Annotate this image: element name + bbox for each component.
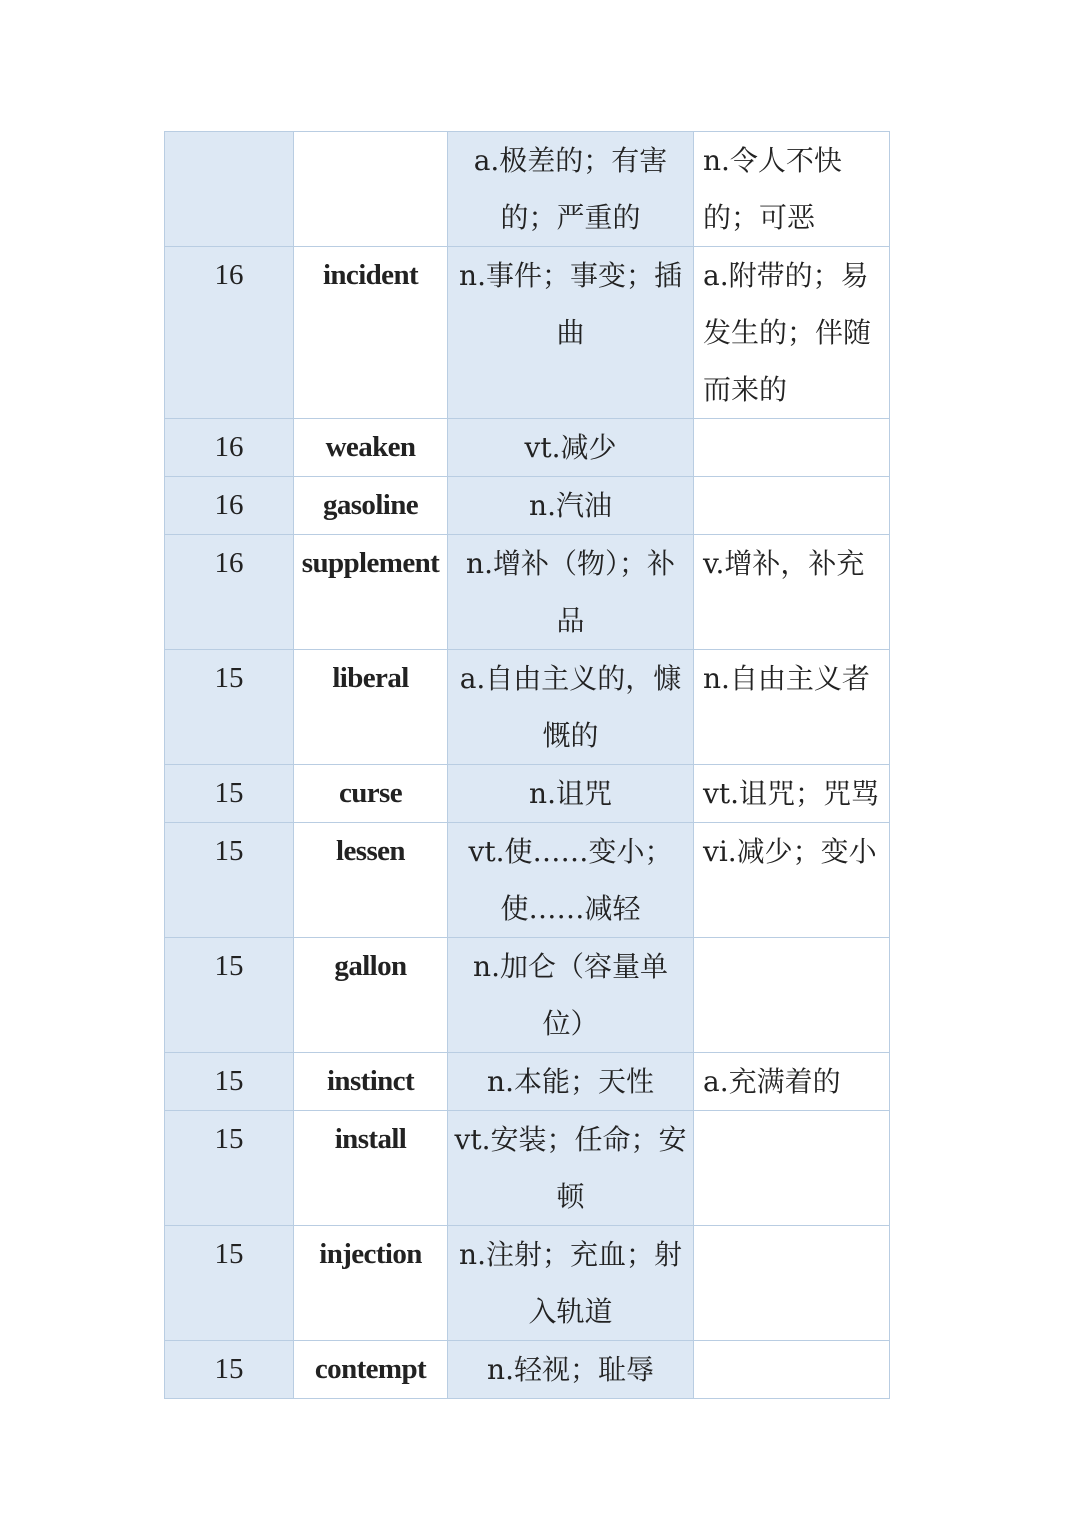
primary-definition-cell: n.汽油 — [448, 477, 694, 535]
secondary-definition-cell — [694, 1111, 890, 1226]
frequency-cell: 15 — [165, 1226, 294, 1341]
word-cell: injection — [294, 1226, 448, 1341]
table-row — [165, 1226, 890, 1341]
primary-definition-cell: n.注射；充血；射入轨道 — [448, 1226, 694, 1341]
table-row — [165, 535, 890, 650]
secondary-definition-cell — [694, 1341, 890, 1399]
primary-definition-cell: vt.安装；任命；安顿 — [448, 1111, 694, 1226]
word-cell — [294, 132, 448, 247]
table-row — [165, 765, 890, 823]
word-cell: install — [294, 1111, 448, 1226]
word-cell: weaken — [294, 419, 448, 477]
secondary-definition-cell: n.自由主义者 — [694, 650, 890, 765]
frequency-cell: 15 — [165, 823, 294, 938]
frequency-cell: 16 — [165, 419, 294, 477]
primary-definition-cell: n.加仑（容量单位） — [448, 938, 694, 1053]
frequency-cell: 16 — [165, 247, 294, 419]
word-cell: curse — [294, 765, 448, 823]
table-row — [165, 1341, 890, 1399]
frequency-cell: 16 — [165, 535, 294, 650]
secondary-definition-cell — [694, 477, 890, 535]
frequency-cell: 16 — [165, 477, 294, 535]
primary-definition-cell: vt.减少 — [448, 419, 694, 477]
word-cell: supplement — [294, 535, 448, 650]
primary-definition-cell: a.极差的；有害的；严重的 — [448, 132, 694, 247]
table-row — [165, 132, 890, 247]
table-row — [165, 247, 890, 419]
primary-definition-cell: n.事件；事变；插曲 — [448, 247, 694, 419]
table-row — [165, 1053, 890, 1111]
secondary-definition-cell — [694, 419, 890, 477]
word-cell: liberal — [294, 650, 448, 765]
frequency-cell: 15 — [165, 1053, 294, 1111]
secondary-definition-cell: vi.减少；变小 — [694, 823, 890, 938]
primary-definition-cell: vt.使……变小；使……减轻 — [448, 823, 694, 938]
primary-definition-cell: n.诅咒 — [448, 765, 694, 823]
table-row — [165, 1111, 890, 1226]
table-row — [165, 650, 890, 765]
frequency-cell: 15 — [165, 938, 294, 1053]
word-cell: gallon — [294, 938, 448, 1053]
secondary-definition-cell: a.充满着的 — [694, 1053, 890, 1111]
frequency-cell: 15 — [165, 1111, 294, 1226]
word-cell: lessen — [294, 823, 448, 938]
table-row — [165, 823, 890, 938]
secondary-definition-cell: a.附带的；易发生的；伴随而来的 — [694, 247, 890, 419]
frequency-cell — [165, 132, 294, 247]
table-row — [165, 477, 890, 535]
table-row — [165, 938, 890, 1053]
primary-definition-cell: n.本能；天性 — [448, 1053, 694, 1111]
word-cell: incident — [294, 247, 448, 419]
secondary-definition-cell: v.增补，补充 — [694, 535, 890, 650]
secondary-definition-cell — [694, 938, 890, 1053]
primary-definition-cell: n.轻视；耻辱 — [448, 1341, 694, 1399]
frequency-cell: 15 — [165, 650, 294, 765]
vocabulary-table — [164, 131, 890, 1399]
secondary-definition-cell: vt.诅咒；咒骂 — [694, 765, 890, 823]
secondary-definition-cell: n.令人不快的；可恶 — [694, 132, 890, 247]
primary-definition-cell: n.增补（物）；补品 — [448, 535, 694, 650]
frequency-cell: 15 — [165, 1341, 294, 1399]
frequency-cell: 15 — [165, 765, 294, 823]
secondary-definition-cell — [694, 1226, 890, 1341]
word-cell: instinct — [294, 1053, 448, 1111]
word-cell: contempt — [294, 1341, 448, 1399]
primary-definition-cell: a.自由主义的，慷慨的 — [448, 650, 694, 765]
table-row — [165, 419, 890, 477]
word-cell: gasoline — [294, 477, 448, 535]
